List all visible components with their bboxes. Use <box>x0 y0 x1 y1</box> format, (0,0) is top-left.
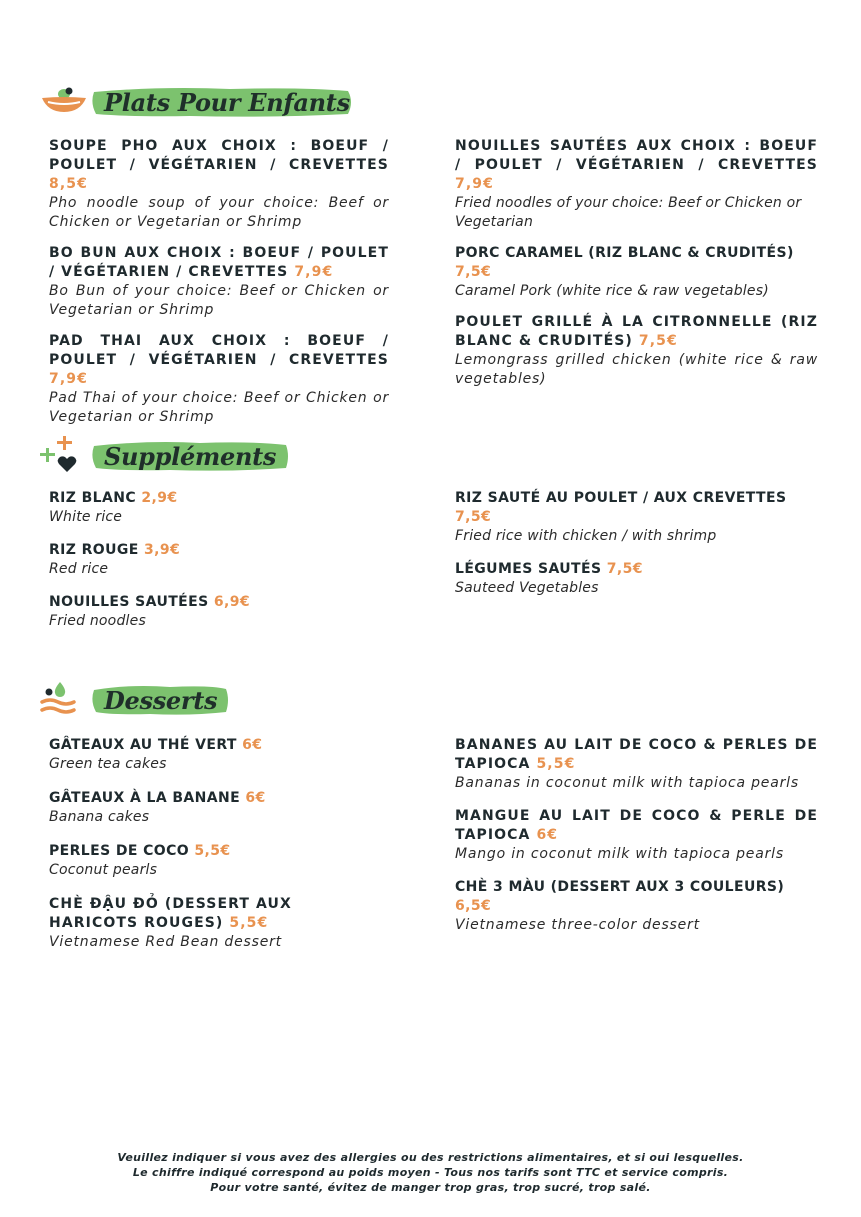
item-price: 5,5€ <box>536 756 576 772</box>
menu-item <box>455 560 818 598</box>
item-price: 3,9€ <box>144 542 181 558</box>
item-desc: Lemongrass grilled chicken (white rice & raw vegetables) <box>455 352 818 387</box>
item-desc: Fried rice with chicken / with shrimp <box>455 528 717 544</box>
item-desc: Caramel Pork (white rice & raw vegetables) <box>455 283 769 299</box>
item-price: 7,9€ <box>455 176 494 192</box>
item-desc: Vietnamese Red Bean dessert <box>49 934 282 950</box>
item-price: 7,5€ <box>606 561 643 577</box>
menu-item <box>49 842 389 880</box>
item-name: CHÈ 3 MÀU (DESSERT AUX 3 COULEURS) 6,5€ <box>455 879 785 914</box>
section-title: Suppléments <box>104 442 277 471</box>
item-desc: Fried noodles <box>49 613 146 629</box>
item-name: NOUILLES SAUTÉES 6,9€ <box>49 594 251 610</box>
menu-item <box>49 895 299 952</box>
item-price: 7,5€ <box>638 333 678 349</box>
enfants-left-column <box>49 137 389 439</box>
item-desc: Bo Bun of your choice: Beef or Chicken or Vegetarian or Shrimp <box>49 283 389 318</box>
item-desc: Fried noodles of your choice: Beef or Chicken or Vegetarian <box>455 195 802 230</box>
item-price: 6,9€ <box>213 594 251 610</box>
section-title-wrap <box>90 440 290 472</box>
desserts-left-column <box>49 736 389 964</box>
dessert-icon <box>40 680 88 720</box>
bowl-icon <box>40 82 88 122</box>
menu-item <box>49 736 389 774</box>
item-desc: White rice <box>49 509 123 525</box>
supplements-right-column <box>455 489 818 610</box>
menu-item <box>455 244 818 301</box>
menu-item <box>49 489 389 527</box>
menu-item <box>455 878 818 935</box>
menu-item <box>455 137 818 232</box>
item-name: PORC CARAMEL (RIZ BLANC & CRUDITÉS) 7,5€ <box>455 245 794 280</box>
item-desc: Banana cakes <box>49 809 150 825</box>
footer-line-allergies: Veuillez indiquer si vous avez des allergies ou des restrictions alimentaires, et si oui lesquelles. <box>117 1151 744 1164</box>
enfants-right-column <box>455 137 818 401</box>
item-price: 7,5€ <box>455 264 492 280</box>
supplements-left-column <box>49 489 389 643</box>
footer-notes <box>0 1150 861 1195</box>
item-price: 5,5€ <box>194 843 231 859</box>
item-name: POULET GRILLÉ À LA CITRONNELLE (RIZ BLANC & CRUDITÉS) 7,5€ <box>455 314 818 349</box>
item-name: RIZ SAUTÉ AU POULET / AUX CREVETTES 7,5€ <box>455 490 787 525</box>
footer-line-prices: Le chiffre indiqué correspond au poids moyen - Tous nos tarifs sont TTC et service compris. <box>132 1166 729 1179</box>
section-title-wrap <box>90 86 354 118</box>
item-desc: Bananas in coconut milk with tapioca pearls <box>455 775 799 791</box>
item-desc: Vietnamese three-color dessert <box>455 917 700 933</box>
item-price: 8,5€ <box>49 176 88 192</box>
section-title-wrap <box>90 684 230 716</box>
item-name: RIZ BLANC 2,9€ <box>49 490 178 506</box>
item-desc: Green tea cakes <box>49 756 167 772</box>
item-price: 6€ <box>242 737 263 753</box>
menu-item <box>49 789 389 827</box>
item-desc: Coconut pearls <box>49 862 158 878</box>
menu-item <box>455 313 818 389</box>
item-desc: Pho noodle soup of your choice: Beef or Chicken or Vegetarian or Shrimp <box>49 195 389 230</box>
item-desc: Sauteed Vegetables <box>455 580 599 596</box>
menu-item <box>49 244 389 320</box>
item-name: CHÈ ĐẬU ĐỎ (DESSERT AUX HARICOTS ROUGES) 5,5€ <box>49 896 292 931</box>
menu-item <box>49 137 389 232</box>
section-title: Plats Pour Enfants <box>104 88 350 117</box>
item-name: RIZ ROUGE 3,9€ <box>49 542 181 558</box>
item-name: PERLES DE COCO 5,5€ <box>49 843 231 859</box>
menu-item <box>49 332 389 427</box>
item-name: BO BUN AUX CHOIX : BOEUF / POULET / VÉGÉTARIEN / CREVETTES 7,9€ <box>49 245 389 280</box>
menu-item <box>455 807 818 864</box>
plus-heart-icon <box>40 436 88 476</box>
menu-item <box>49 593 389 631</box>
item-name: PAD THAI AUX CHOIX : BOEUF / POULET / VÉGÉTARIEN / CREVETTES 7,9€ <box>49 333 389 387</box>
desserts-right-column <box>455 736 818 947</box>
item-price: 6€ <box>536 827 559 843</box>
footer-line-health: Pour votre santé, évitez de manger trop gras, trop sucré, trop salé. <box>210 1181 651 1194</box>
item-name: GÂTEAUX AU THÉ VERT 6€ <box>49 737 263 753</box>
item-price: 7,5€ <box>455 509 492 525</box>
item-desc: Pad Thai of your choice: Beef or Chicken or Vegetarian or Shrimp <box>49 390 389 425</box>
item-price: 7,9€ <box>49 371 88 387</box>
item-name: MANGUE AU LAIT DE COCO & PERLE DE TAPIOCA 6€ <box>455 808 818 843</box>
menu-item <box>455 489 818 546</box>
item-name: NOUILLES SAUTÉES AUX CHOIX : BOEUF / POULET / VÉGÉTARIEN / CREVETTES 7,9€ <box>455 138 818 192</box>
item-price: 5,5€ <box>229 915 269 931</box>
item-desc: Mango in coconut milk with tapioca pearls <box>455 846 784 862</box>
item-price: 2,9€ <box>141 490 178 506</box>
item-price: 6,5€ <box>455 898 492 914</box>
item-name: GÂTEAUX À LA BANANE 6€ <box>49 790 266 806</box>
item-name: SOUPE PHO AUX CHOIX : BOEUF / POULET / VÉGÉTARIEN / CREVETTES 8,5€ <box>49 138 389 192</box>
item-price: 7,9€ <box>294 264 334 280</box>
menu-item <box>455 736 818 793</box>
section-title: Desserts <box>104 686 218 715</box>
item-desc: Red rice <box>49 561 109 577</box>
item-name: LÉGUMES SAUTÉS 7,5€ <box>455 561 643 577</box>
item-name: BANANES AU LAIT DE COCO & PERLES DE TAPIOCA 5,5€ <box>455 737 818 772</box>
menu-item <box>49 541 389 579</box>
item-price: 6€ <box>245 790 266 806</box>
